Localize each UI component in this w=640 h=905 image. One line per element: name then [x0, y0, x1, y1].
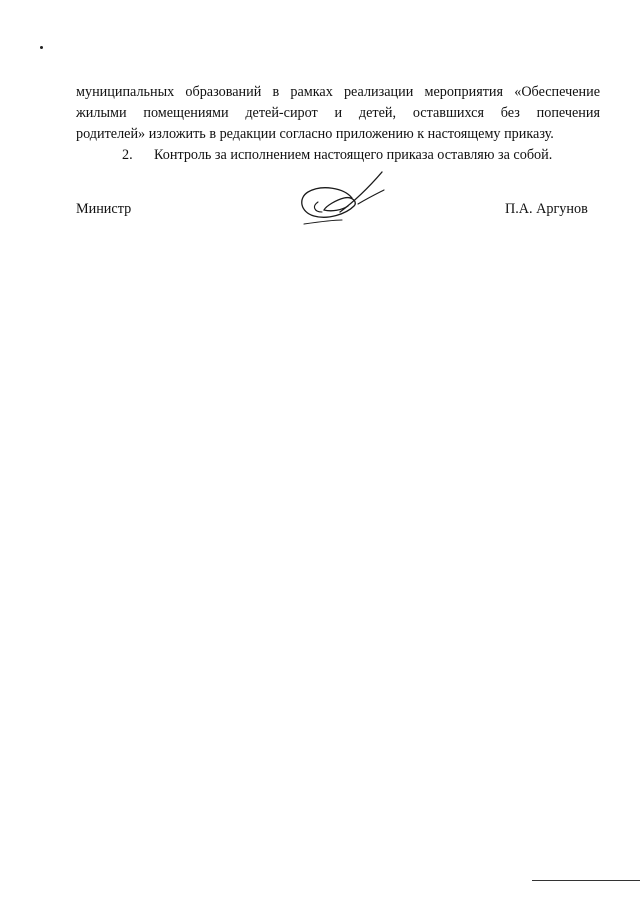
list-item-2 — [76, 145, 600, 166]
paragraph-line: жилыми помещениями детей-сирот и детей, оставшихся без попечения — [76, 105, 600, 121]
stray-mark — [40, 46, 43, 49]
signer-name: П.А. Аргунов — [505, 201, 588, 217]
paragraph-line: родителей» изложить в редакции согласно приложению к настоящему приказу. — [76, 126, 554, 142]
footer-rule — [532, 880, 640, 881]
paragraph-line: муниципальных образований в рамках реализации мероприятия «Обеспечение — [76, 84, 600, 100]
paragraph-continuation — [76, 82, 600, 145]
signer-position: Министр — [76, 201, 132, 217]
list-item-number: 2. — [122, 147, 133, 163]
list-item-text: Контроль за исполнением настоящего приказа оставляю за собой. — [154, 147, 553, 163]
signature-icon — [296, 168, 396, 232]
document-body — [76, 82, 600, 166]
